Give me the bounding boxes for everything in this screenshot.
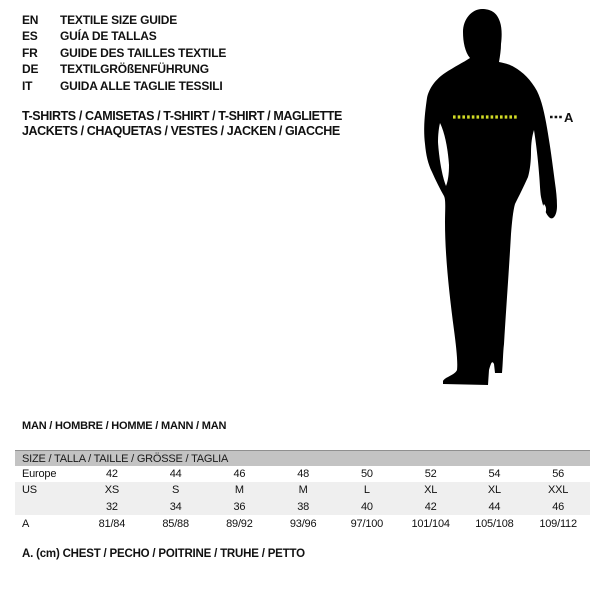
man-silhouette-svg <box>400 0 600 400</box>
language-code: IT <box>22 78 33 93</box>
table-cell: 97/100 <box>335 515 399 532</box>
table-cell: 34 <box>144 498 208 515</box>
language-row-it <box>22 78 226 94</box>
table-cell: L <box>335 482 399 498</box>
table-cell: 38 <box>271 498 335 515</box>
language-code: EN <box>22 13 39 27</box>
category-list <box>22 109 342 139</box>
table-cell: 52 <box>399 466 463 482</box>
language-row-fr <box>22 45 226 61</box>
table-cell: 54 <box>463 466 527 482</box>
language-row-de <box>22 61 226 77</box>
table-cell: 46 <box>526 498 590 515</box>
measure-label-a: A <box>564 110 574 125</box>
language-label: GUÍA DE TALLAS <box>60 29 157 44</box>
table-cell: 36 <box>208 498 272 515</box>
category-line-tshirts: T-SHIRTS / CAMISETAS / T-SHIRT / T-SHIRT / MAGLIETTE <box>22 109 342 123</box>
table-cell: 32 <box>80 498 144 515</box>
size-table-header-label: SIZE / TALLA / TAILLE / GRÖSSE / TAGLIA <box>15 451 590 467</box>
size-table <box>15 450 590 532</box>
table-cell: 48 <box>271 466 335 482</box>
table-cell: 42 <box>80 466 144 482</box>
table-cell: 89/92 <box>208 515 272 532</box>
table-cell: 44 <box>144 466 208 482</box>
table-cell: XXL <box>526 482 590 498</box>
table-cell: 93/96 <box>271 515 335 532</box>
table-cell: 56 <box>526 466 590 482</box>
table-cell: 101/104 <box>399 515 463 532</box>
row-label-blank <box>15 498 80 515</box>
row-label-us: US <box>15 482 80 498</box>
language-row-es <box>22 28 226 44</box>
table-row-us-numeric <box>15 498 590 515</box>
language-code: FR <box>22 45 38 60</box>
language-label: TEXTILGRÖßENFÜHRUNG <box>60 62 209 77</box>
table-cell: 105/108 <box>463 515 527 532</box>
table-cell: 85/88 <box>144 515 208 532</box>
table-cell: M <box>208 482 272 498</box>
table-cell: 109/112 <box>526 515 590 532</box>
table-cell: 40 <box>335 498 399 515</box>
language-code: ES <box>22 29 38 44</box>
language-label: GUIDA ALLE TAGLIE TESSILI <box>60 78 223 93</box>
table-row-chest-a <box>15 515 590 532</box>
table-row-europe <box>15 466 590 482</box>
table-cell: M <box>271 482 335 498</box>
man-silhouette-path <box>424 9 557 385</box>
row-label-a: A <box>15 515 80 532</box>
language-label: TEXTILE SIZE GUIDE <box>60 13 178 27</box>
size-table-header-row <box>15 451 590 467</box>
footnote-chest-measure: A. (cm) CHEST / PECHO / POITRINE / TRUHE / PETTO <box>22 548 305 560</box>
table-cell: XL <box>463 482 527 498</box>
table-cell: 50 <box>335 466 399 482</box>
table-cell: 81/84 <box>80 515 144 532</box>
table-row-us <box>15 482 590 498</box>
language-code: DE <box>22 62 39 77</box>
table-cell: 42 <box>399 498 463 515</box>
table-cell: XS <box>80 482 144 498</box>
row-label-europe: Europe <box>15 466 80 482</box>
table-cell: XL <box>399 482 463 498</box>
category-line-jackets: JACKETS / CHAQUETAS / VESTES / JACKEN / GIACCHE <box>22 124 340 138</box>
language-row-en <box>22 12 226 28</box>
section-title-man: MAN / HOMBRE / HOMME / MANN / MAN <box>22 420 227 432</box>
table-cell: 46 <box>208 466 272 482</box>
language-list <box>22 12 226 94</box>
language-label: GUIDE DES TAILLES TEXTILE <box>60 45 227 60</box>
table-cell: 44 <box>463 498 527 515</box>
man-silhouette-figure <box>400 0 600 400</box>
table-cell: S <box>144 482 208 498</box>
